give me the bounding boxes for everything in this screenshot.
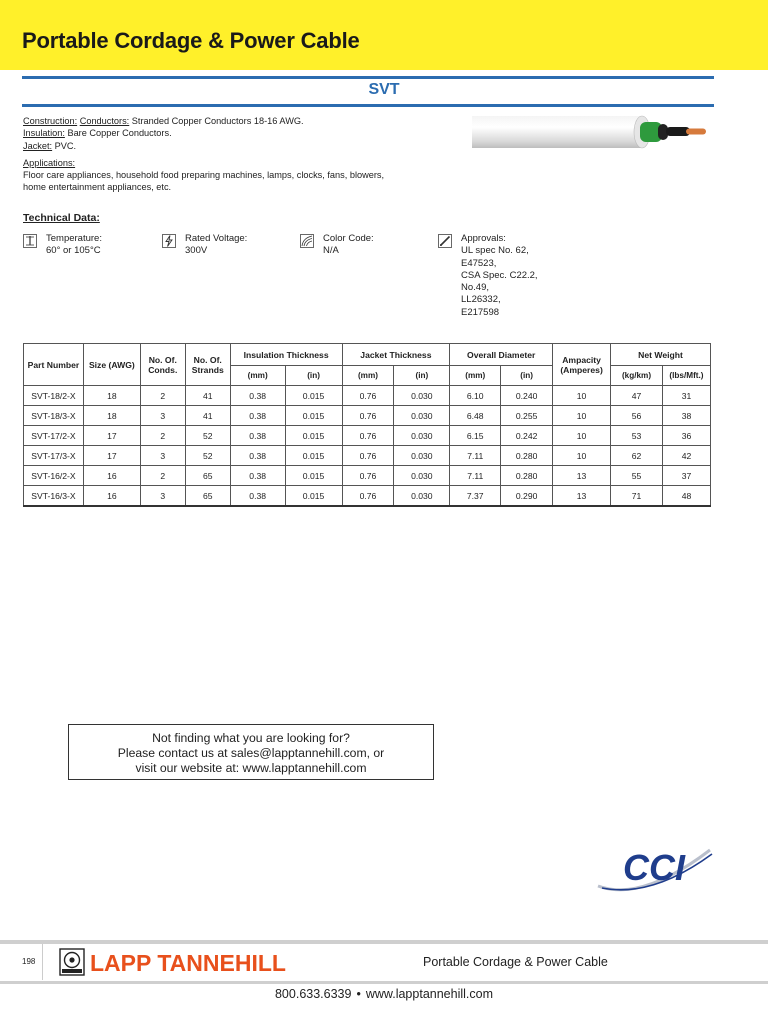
applications-label: Applications: [23, 157, 76, 168]
table-cell: 52 [185, 446, 230, 466]
table-row [24, 466, 711, 486]
table-cell: 0.030 [394, 446, 450, 466]
product-description [23, 115, 443, 194]
subheader-lbs: (lbs/Mft.) [662, 366, 710, 386]
table-cell: 0.280 [501, 466, 553, 486]
footer-title: Portable Cordage & Power Cable [423, 955, 608, 969]
lapp-tannehill-logo [58, 946, 328, 978]
table-cell: 0.76 [342, 466, 394, 486]
table-cell: 52 [185, 426, 230, 446]
table-cell: 17 [83, 446, 140, 466]
header-conds: No. Of. Conds. [140, 344, 185, 386]
technical-data-title: Technical Data: [23, 212, 100, 224]
applications-line-1: Floor care appliances, household food preparing machines, lamps, clocks, fans, blowers, [23, 170, 385, 181]
table-cell: 6.10 [450, 386, 501, 406]
table-cell: 13 [553, 486, 611, 507]
jacket-text: PVC. [52, 140, 77, 151]
color-code-label: Color Code: [323, 233, 374, 244]
table-cell: 48 [662, 486, 710, 507]
thermometer-icon [23, 234, 37, 248]
table-cell: 0.030 [394, 426, 450, 446]
header-ampacity: Ampacity (Amperes) [553, 344, 611, 386]
table-cell: SVT-17/3-X [24, 446, 84, 466]
table-cell: 0.030 [394, 466, 450, 486]
table-cell: 0.76 [342, 406, 394, 426]
table-cell: 0.76 [342, 446, 394, 466]
table-cell: 0.38 [230, 446, 285, 466]
table-cell: 18 [83, 406, 140, 426]
table-cell: SVT-16/3-X [24, 486, 84, 507]
table-cell: 0.015 [285, 406, 342, 426]
voltage-label: Rated Voltage: [185, 233, 248, 244]
table-cell: SVT-16/2-X [24, 466, 84, 486]
header-jacket: Jacket Thickness [342, 344, 450, 366]
table-cell: 0.38 [230, 486, 285, 507]
table-cell: 0.030 [394, 406, 450, 426]
table-cell: 0.015 [285, 446, 342, 466]
construction-label: Construction: [23, 116, 78, 126]
temperature-value: 60° or 105°C [46, 245, 101, 257]
specifications-table [23, 343, 711, 507]
table-cell: 0.38 [230, 426, 285, 446]
table-cell: 0.38 [230, 466, 285, 486]
applications-line-2: home entertainment appliances, etc. [23, 182, 172, 193]
table-cell: 0.015 [285, 466, 342, 486]
cable-image [472, 112, 716, 152]
header-insulation: Insulation Thickness [230, 344, 342, 366]
table-cell: 41 [185, 386, 230, 406]
table-cell: 16 [83, 466, 140, 486]
footer-bar [0, 981, 768, 984]
table-cell: 38 [662, 406, 710, 426]
table-cell: 17 [83, 426, 140, 446]
contact-line-1: Not finding what you are looking for? [152, 731, 350, 745]
table-cell: 62 [611, 446, 663, 466]
contact-line-2[interactable]: Please contact us at sales@lapptannehill.com, or [117, 746, 385, 761]
table-row [24, 406, 711, 426]
table-cell: 71 [611, 486, 663, 507]
page-title: Portable Cordage & Power Cable [22, 28, 360, 53]
table-row [24, 386, 711, 406]
table-cell: 0.76 [342, 426, 394, 446]
table-cell: 18 [83, 386, 140, 406]
insulation-text: Bare Copper Conductors. [64, 128, 172, 139]
subheader-mm: (mm) [450, 366, 501, 386]
table-cell: 2 [140, 386, 185, 406]
product-divider [22, 104, 714, 107]
table-cell: 0.015 [285, 486, 342, 507]
table-cell: 0.38 [230, 386, 285, 406]
table-cell: 2 [140, 426, 185, 446]
subheader-kgkm: (kg/km) [611, 366, 663, 386]
approvals-line: E47523, [461, 257, 497, 269]
lightning-icon [162, 234, 176, 248]
table-cell: 31 [662, 386, 710, 406]
table-cell: 65 [185, 486, 230, 507]
table-cell: 10 [553, 386, 611, 406]
table-cell: 3 [140, 446, 185, 466]
conductors-label: Conductors: [79, 116, 130, 126]
table-cell: 6.48 [450, 406, 501, 426]
table-cell: 0.030 [394, 486, 450, 507]
header-diameter: Overall Diameter [450, 344, 553, 366]
footer-separator: • [356, 987, 361, 1001]
subheader-in: (in) [501, 366, 553, 386]
table-cell: 47 [611, 386, 663, 406]
approvals-line: LL26332, [461, 294, 501, 306]
header-banner [0, 0, 768, 70]
footer-phone[interactable]: 800.633.6339 [274, 987, 352, 1001]
table-cell: 16 [83, 486, 140, 507]
table-row [24, 486, 711, 507]
table-cell: 0.290 [501, 486, 553, 507]
table-cell: 13 [553, 466, 611, 486]
table-cell: 55 [611, 466, 663, 486]
table-cell: 3 [140, 486, 185, 507]
table-cell: SVT-18/2-X [24, 386, 84, 406]
table-cell: 7.11 [450, 446, 501, 466]
page-number-box [0, 944, 43, 980]
table-cell: 10 [553, 406, 611, 426]
table-cell: 6.15 [450, 426, 501, 446]
table-cell: 0.242 [501, 426, 553, 446]
table-cell: SVT-17/2-X [24, 426, 84, 446]
table-cell: 0.76 [342, 486, 394, 507]
pencil-check-icon [438, 234, 452, 248]
approvals-line: CSA Spec. C22.2, [461, 269, 538, 281]
table-row [24, 426, 711, 446]
jacket-label: Jacket: [23, 140, 53, 151]
cci-logo-text: CCI [623, 847, 685, 888]
contact-line-3[interactable]: visit our website at: www.lapptannehill.com [135, 761, 367, 776]
footer-website[interactable]: www.lapptannehill.com [365, 987, 493, 1001]
voltage-value: 300V [185, 245, 208, 257]
header-weight: Net Weight [611, 344, 711, 366]
footer-contact [0, 987, 768, 1001]
table-cell: 7.11 [450, 466, 501, 486]
table-cell: 53 [611, 426, 663, 446]
approvals-label: Approvals: [461, 233, 506, 244]
table-row [24, 446, 711, 466]
table-cell: 56 [611, 406, 663, 426]
page-number: 198 [22, 957, 36, 966]
table-cell: 7.37 [450, 486, 501, 507]
lapp-logo-text: LAPP TANNEHILL [90, 950, 286, 976]
table-cell: 10 [553, 426, 611, 446]
table-cell: 65 [185, 466, 230, 486]
table-cell: 41 [185, 406, 230, 426]
subheader-in: (in) [285, 366, 342, 386]
product-name: SVT [368, 81, 400, 98]
table-cell: 2 [140, 466, 185, 486]
table-cell: 42 [662, 446, 710, 466]
subheader-in: (in) [394, 366, 450, 386]
approvals-line: E217598 [461, 306, 500, 318]
table-cell: 10 [553, 446, 611, 466]
approvals-line: UL spec No. 62, [461, 245, 529, 257]
subheader-mm: (mm) [342, 366, 394, 386]
table-cell: 0.030 [394, 386, 450, 406]
footer-divider [0, 940, 768, 944]
temperature-label: Temperature: [46, 233, 102, 244]
subheader-mm: (mm) [230, 366, 285, 386]
table-cell: 3 [140, 406, 185, 426]
conductors-text: Stranded Copper Conductors 18-16 AWG. [129, 116, 304, 126]
table-cell: 36 [662, 426, 710, 446]
table-cell: 0.015 [285, 426, 342, 446]
header-part-number: Part Number [24, 344, 84, 386]
insulation-label: Insulation: [23, 128, 65, 139]
table-body [24, 386, 711, 507]
table-cell: 0.015 [285, 386, 342, 406]
table-cell: 0.280 [501, 446, 553, 466]
table-cell: 0.255 [501, 406, 553, 426]
approvals-line: No.49, [461, 282, 489, 294]
color-code-icon [300, 234, 314, 248]
table-header-row [24, 344, 711, 366]
contact-box [68, 724, 434, 780]
cci-logo [592, 840, 716, 898]
table-cell: 0.240 [501, 386, 553, 406]
header-strands: No. Of. Strands [185, 344, 230, 386]
color-code-value: N/A [323, 245, 339, 257]
table-cell: 0.76 [342, 386, 394, 406]
table-cell: 0.38 [230, 406, 285, 426]
header-size: Size (AWG) [83, 344, 140, 386]
table-cell: SVT-18/3-X [24, 406, 84, 426]
top-divider [22, 76, 714, 79]
table-cell: 37 [662, 466, 710, 486]
